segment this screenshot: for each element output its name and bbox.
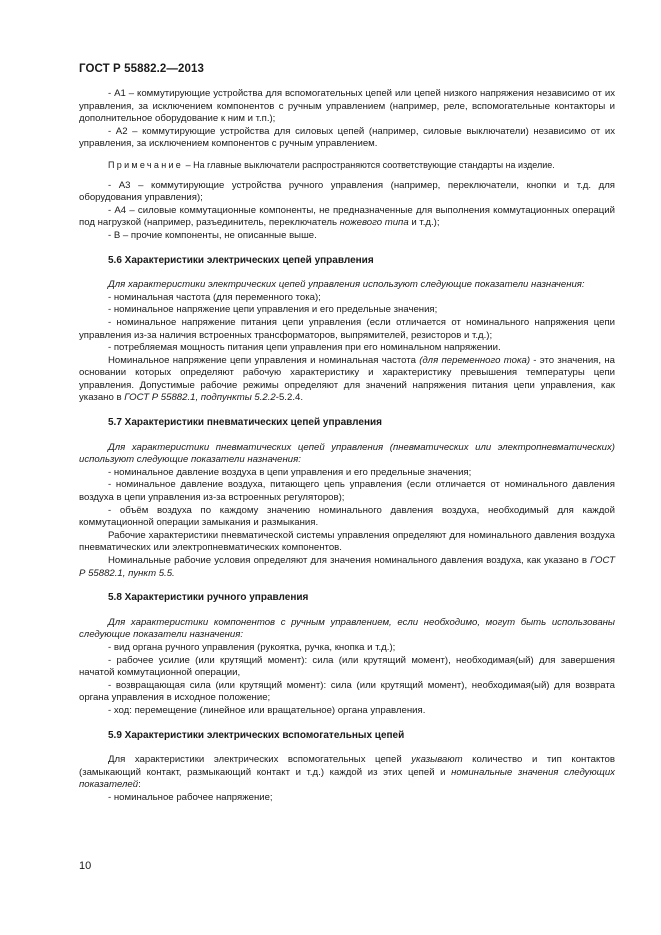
section-5-7-paragraph	[79, 555, 615, 580]
list-item: - номинальное напряжение цепи управления и его предельные значения;	[108, 304, 438, 316]
s56-intro-text: Для характеристики электрических цепей управления используют следующие показатели назначения:	[108, 279, 585, 291]
list-item-a1: - А1 – коммутирующие устройства для вспомогательных цепей или цепей низкого напряжения независимо от их управления, за исключением компонентов с ручным управлением (например, реле, вспомогательные контакторы и дополнительное оборудование к ним и т.п.);	[79, 88, 615, 125]
list-item: - ход: перемещение (линейное или вращательное) органа управления.	[108, 704, 426, 716]
list-item-a4	[79, 205, 615, 230]
s58-intro-text: Для характеристики компонентов с ручным управлением, если необходимо, могут быть использованы следующие показатели назначения:	[79, 616, 615, 641]
document-body	[79, 80, 615, 805]
s56-p5: -5.2.4.	[275, 392, 303, 404]
s56-p2: (для переменного тока)	[419, 354, 531, 366]
page-number: 10	[79, 860, 92, 872]
list-item: - рабочее усилие (или крутящий момент): сила (или крутящий момент), необходимая(ый) для завершения начатой коммутационной операции,	[79, 654, 615, 679]
list-item: - номинальная частота (для переменного тока);	[108, 291, 321, 303]
s56-p1: Номинальное напряжение цепи управления и номинальная частота	[108, 354, 420, 366]
section-5-7-paragraph: Рабочие характеристики пневматической системы управления определяют для номинального давления воздуха пневматических или электропневматических компонентов.	[79, 529, 615, 554]
section-5-7-intro	[79, 442, 615, 467]
section-5-8-intro	[79, 617, 615, 642]
s59-p4: номинальные значения следующих показателей	[79, 766, 615, 791]
note-text: – На главные выключатели распространяются соответствующие стандарты на изделие.	[183, 159, 555, 170]
section-5-6-title: 5.6 Характеристики электрических цепей управления	[108, 254, 374, 266]
list-item: - возвращающая сила (или крутящий момент): сила (или крутящий момент), необходимая(ый) для возврата органа управления в исходное положение;	[79, 679, 615, 704]
s59-p5: :	[138, 779, 141, 791]
s56-p3: - это значения, на основании которых определяют рабочую характеристику и характеристику превышения температуры цепи управления. Допустимые рабочие режимы определяют для значений напряжения питания цепи управления, как указано в	[79, 354, 615, 404]
s57-p2b: ГОСТ Р 55882.1, пункт 5.5.	[79, 555, 615, 579]
s57-intro-text: Для характеристики пневматических цепей управления (пневматических или электропневматических) используют следующие показатели назначения:	[79, 441, 615, 466]
s57-p2a: Номинальные рабочие условия определяют для значения номинального давления воздуха, как указано в	[108, 555, 591, 566]
section-5-9-title: 5.9 Характеристики электрических вспомогательных цепей	[108, 729, 405, 741]
s56-p4: ГОСТ Р 55882.1, подпункты 5.2.2	[124, 392, 276, 404]
a4-end: и т.д.);	[408, 217, 440, 229]
list-item: - номинальное давление воздуха в цепи управления и его предельные значения;	[108, 466, 472, 478]
list-item: - номинальное рабочее напряжение;	[108, 791, 273, 803]
list-item-b: - В – прочие компоненты, не описанные выше.	[108, 229, 317, 241]
list-item: - номинальное давление воздуха, питающего цепь управления (если отличается от номинального давления воздуха в цепи управления из-за встроенных регуляторов);	[79, 479, 615, 504]
section-5-6-intro	[79, 279, 615, 292]
note-label: Примечание	[108, 159, 184, 170]
list-item-a3: - А3 – коммутирующие устройства ручного управления (например, переключатели, кнопки и т.д. для оборудования управления);	[79, 179, 615, 204]
a4-italic: ножевого типа	[339, 217, 409, 229]
s59-p1: Для характеристики электрических вспомогательных цепей	[108, 754, 412, 766]
list-item-a2: - А2 – коммутирующие устройства для силовых цепей (например, силовые выключатели) независимо от их управления, за исключением компонентов с ручным управлением.	[79, 125, 615, 150]
list-item: - потребляемая мощность питания цепи управления при его номинальном напряжении.	[108, 342, 501, 354]
s59-p2: указывают	[411, 754, 463, 766]
list-item: - вид органа ручного управления (рукоятка, ручка, кнопка и т.д.);	[108, 641, 396, 653]
section-5-6-paragraph	[79, 355, 615, 405]
section-5-9-paragraph	[79, 754, 615, 792]
list-item: - объём воздуха по каждому значению номинального давления воздуха, необходимый для каждой коммутационной операции замыкания и размыкания.	[79, 504, 615, 529]
note	[79, 159, 615, 172]
section-5-7-title: 5.7 Характеристики пневматических цепей управления	[108, 417, 382, 429]
standard-header: ГОСТ Р 55882.2—2013	[79, 63, 204, 75]
list-item: - номинальное напряжение питания цепи управления (если отличается от номинального напряжения цепи управления из-за наличия встроенных трансформаторов, выпрямителей, резисторов и т.д.);	[79, 316, 615, 341]
a4-text: - А4 – силовые коммутационные компоненты, не предназначенные для выполнения коммутационных операций под нагрузкой (например, разъединитель, переключатель	[79, 204, 615, 229]
section-5-8-title: 5.8 Характеристики ручного управления	[108, 592, 309, 604]
s59-p3: количество и тип контактов (замыкающий контакт, размыкающий контакт и т.д.) каждой из этих цепей и	[79, 754, 615, 778]
